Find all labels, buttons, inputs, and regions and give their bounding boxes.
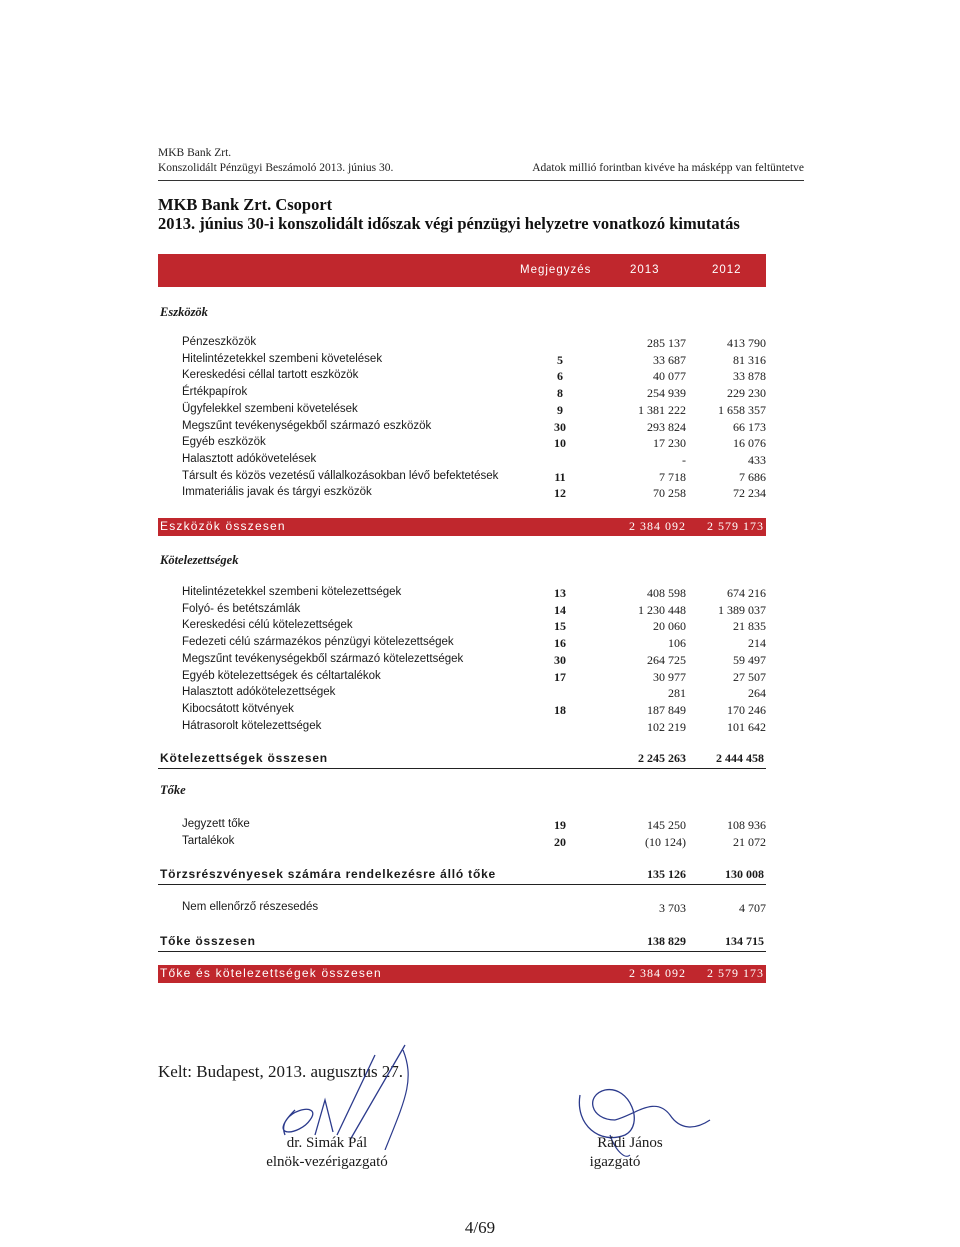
column-header-band: [158, 254, 766, 287]
doc-subtitle: 2013. június 30-i konszolidált időszak végi pénzügyi helyzetre vonatkozó kimutatás: [158, 214, 740, 233]
row-note: 8: [557, 386, 563, 401]
row-label: Kibocsátott kötvények: [182, 702, 294, 715]
grand-total-row: [158, 965, 766, 983]
row-value-2012: 229 230: [727, 386, 766, 401]
row-note: 16: [554, 636, 566, 651]
row-value-2013: 102 219: [647, 719, 686, 734]
row-value-2012: 1 658 357: [718, 402, 766, 417]
row-label: Megszűnt tevékenységekből származó kötelezettségek: [182, 652, 464, 665]
row-note: 9: [557, 402, 563, 417]
row-label: Kereskedési céllal tartott eszközök: [182, 369, 359, 382]
parent-equity-total-2013: 135 126: [647, 867, 686, 881]
row-value-2012: 21 835: [733, 619, 766, 634]
parent-equity-total-label: Törzsrészvényesek számára rendelkezésre álló tőke: [160, 867, 497, 881]
row-label: Pénzeszközök: [182, 336, 257, 348]
table-row: [182, 436, 766, 452]
row-value-2012: 101 642: [727, 719, 766, 734]
row-label: Értékpapírok: [182, 386, 248, 399]
row-value-2013: -: [682, 452, 686, 467]
row-note: 20: [554, 835, 566, 849]
row-label: Egyéb kötelezettségek és céltartalékok: [182, 669, 381, 682]
row-value-2012: 33 878: [733, 369, 766, 384]
row-note: 15: [554, 619, 566, 634]
table-row: [182, 336, 766, 352]
column-note-header: Megjegyzés: [520, 264, 592, 276]
row-note: 10: [554, 436, 566, 451]
row-label: Jegyzett tőke: [182, 818, 250, 830]
equity-total-label: Tőke összesen: [160, 934, 256, 948]
header-divider: [158, 180, 804, 181]
row-value-2013: 264 725: [647, 652, 686, 667]
signer-2-name: Rádi János: [597, 1135, 663, 1151]
row-value-2013: 281: [668, 686, 686, 701]
table-row: [182, 603, 766, 619]
signer-1-title: elnök-vezérigazgató: [266, 1154, 388, 1170]
row-note: 19: [554, 818, 566, 832]
header-left: [158, 146, 393, 176]
doc-title: MKB Bank Zrt. Csoport: [158, 195, 333, 214]
row-label: Egyéb eszközök: [182, 436, 266, 449]
grand-total-2013: 2 384 092: [629, 966, 686, 980]
signer-2-title: igazgató: [589, 1154, 641, 1170]
row-value-2013: 33 687: [653, 352, 686, 367]
signer-1-name: dr. Simák Pál: [286, 1135, 368, 1151]
row-value-2012: 170 246: [727, 702, 766, 717]
row-label: Tartalékok: [182, 835, 235, 847]
row-value-2013: 70 258: [653, 486, 686, 501]
row-label: Hátrasorolt kötelezettségek: [182, 719, 322, 732]
header-company: MKB Bank Zrt.: [158, 147, 232, 159]
section-assets-heading: Eszközök: [160, 305, 208, 319]
row-label: Társult és közös vezetésű vállalkozásokban lévő befektetések: [182, 469, 499, 482]
row-value-2012: 21 072: [733, 835, 766, 849]
row-value-2012: 108 936: [727, 818, 766, 832]
row-value-2013: 17 230: [653, 436, 686, 451]
minority-interest-row: [182, 901, 766, 917]
parent-equity-total-2012: 130 008: [725, 867, 764, 881]
row-value-2012: 7 686: [739, 469, 766, 484]
liabilities-total-2012: 2 444 458: [716, 751, 764, 765]
header-report: Konszolidált Pénzügyi Beszámoló 2013. június 30.: [158, 162, 394, 174]
row-note: 13: [554, 586, 566, 600]
table-row: [182, 818, 766, 834]
section-liabilities-heading: Kötelezettségek: [160, 553, 239, 567]
row-label: Fedezeti célú származékos pénzügyi kötelezettségek: [182, 636, 454, 649]
table-row: [182, 619, 766, 635]
row-value-2013: 106: [668, 636, 686, 651]
row-value-2012: 72 234: [733, 486, 766, 501]
table-row: [182, 686, 766, 702]
minority-interest-label: Nem ellenőrző részesedés: [182, 901, 319, 913]
row-value-2012: 81 316: [733, 352, 766, 367]
row-label: Halasztott adókövetelések: [182, 452, 317, 465]
equity-total-2013: 138 829: [647, 934, 686, 948]
grand-total-2012: 2 579 173: [707, 966, 764, 980]
row-note: 12: [554, 486, 566, 501]
minority-interest-2012: 4 707: [739, 901, 766, 915]
row-note: 5: [557, 352, 563, 367]
table-row: [182, 835, 766, 851]
row-value-2012: 264: [748, 686, 766, 701]
row-value-2013: 285 137: [647, 336, 686, 350]
section-equity-heading: Tőke: [160, 783, 186, 797]
row-note: 14: [554, 602, 566, 617]
signature-1-image: [255, 1040, 425, 1150]
row-label: Megszűnt tevékenységekből származó eszközök: [182, 419, 432, 432]
row-value-2013: 187 849: [647, 702, 686, 717]
row-value-2013: (10 124): [645, 835, 686, 849]
row-label: Immateriális javak és tárgyi eszközök: [182, 486, 372, 499]
row-value-2012: 27 507: [733, 669, 766, 684]
header-units-note: Adatok millió forintban kivéve ha másképp van feltüntetve: [532, 162, 804, 174]
liabilities-total-2013: 2 245 263: [638, 751, 686, 765]
liabilities-total-label: Kötelezettségek összesen: [160, 751, 328, 765]
row-note: 11: [554, 469, 566, 484]
row-value-2013: 293 824: [647, 419, 686, 434]
row-note: 30: [554, 419, 566, 434]
row-label: Hitelintézetekkel szembeni kötelezettségek: [182, 586, 402, 598]
row-label: Kereskedési célú kötelezettségek: [182, 619, 353, 632]
equity-total-row: [158, 933, 766, 952]
minority-interest-2013: 3 703: [659, 901, 686, 915]
row-value-2013: 40 077: [653, 369, 686, 384]
row-value-2013: 145 250: [647, 818, 686, 832]
assets-total-2012: 2 579 173: [707, 519, 764, 533]
parent-equity-total-row: [158, 866, 766, 885]
row-value-2013: 408 598: [647, 586, 686, 600]
table-row: [182, 720, 766, 736]
dated-line: Kelt: Budapest, 2013. augusztus 27.: [158, 1062, 404, 1081]
row-label: Ügyfelekkel szembeni követelések: [182, 402, 358, 415]
table-row: [182, 353, 766, 369]
row-value-2012: 59 497: [733, 652, 766, 667]
row-value-2013: 7 718: [659, 469, 686, 484]
row-value-2012: 413 790: [727, 336, 766, 350]
row-note: 6: [557, 369, 563, 384]
table-row: [182, 470, 766, 486]
table-row: [182, 369, 766, 385]
column-2012-header: 2012: [712, 264, 742, 276]
row-note: 18: [554, 702, 566, 717]
assets-total-row: [158, 518, 766, 536]
row-value-2013: 1 230 448: [638, 602, 686, 617]
row-value-2013: 1 381 222: [638, 402, 686, 417]
table-row: [182, 653, 766, 669]
liabilities-total-row: [158, 750, 766, 769]
row-note: 17: [554, 669, 566, 684]
table-row: [182, 636, 766, 652]
row-note: 30: [554, 652, 566, 667]
assets-total-label: Eszközök összesen: [160, 519, 286, 533]
row-value-2012: 674 216: [727, 586, 766, 600]
row-value-2013: 254 939: [647, 386, 686, 401]
row-label: Folyó- és betétszámlák: [182, 602, 301, 615]
row-value-2012: 16 076: [733, 436, 766, 451]
table-row: [182, 703, 766, 719]
column-2013-header: 2013: [630, 264, 660, 276]
row-value-2012: 66 173: [733, 419, 766, 434]
table-row: [182, 486, 766, 502]
equity-total-2012: 134 715: [725, 934, 764, 948]
page-number: 4/69: [464, 1218, 496, 1237]
row-value-2013: 30 977: [653, 669, 686, 684]
grand-total-label: Tőke és kötelezettségek összesen: [160, 966, 382, 980]
row-label: Halasztott adókötelezettségek: [182, 686, 336, 699]
assets-total-2013: 2 384 092: [629, 519, 686, 533]
row-value-2012: 1 389 037: [718, 602, 766, 617]
row-label: Hitelintézetekkel szembeni követelések: [182, 352, 383, 365]
row-value-2012: 433: [748, 452, 766, 467]
table-row: [182, 670, 766, 686]
table-row: [182, 420, 766, 436]
row-value-2013: 20 060: [653, 619, 686, 634]
row-value-2012: 214: [748, 636, 766, 651]
table-row: [182, 403, 766, 419]
table-row: [182, 586, 766, 602]
table-row: [182, 453, 766, 469]
table-row: [182, 386, 766, 402]
